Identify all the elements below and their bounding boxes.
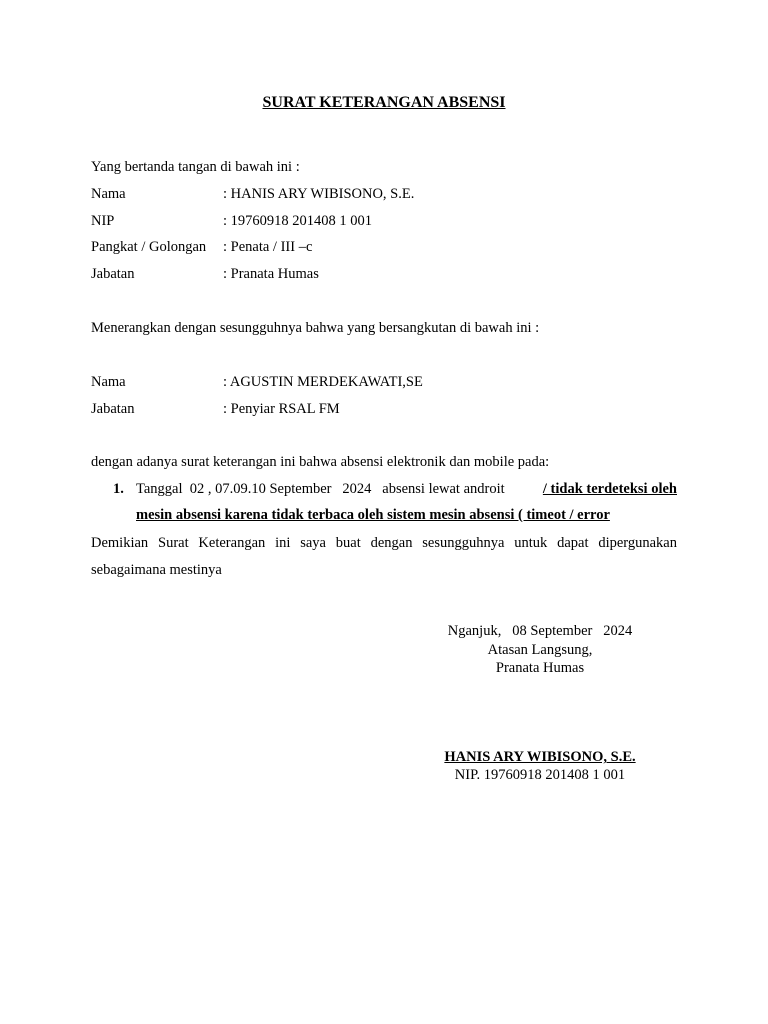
closing-line1: Demikian Surat Keterangan ini saya buat dengan sesungguhnya untuk dapat dipergunakan [91,535,677,551]
signature-place-date: Nganjuk, 08 September 2024 [447,623,633,639]
signer-nama-value: : HANIS ARY WIBISONO, S.E. [223,186,415,202]
subject-jabatan-value: : Penyiar RSAL FM [223,401,340,417]
subject-jabatan-label: Jabatan [91,401,135,417]
signer-jabatan-label: Jabatan [91,266,135,282]
list-item-line2: mesin absensi karena tidak terbaca oleh sistem mesin absensi ( timeot / error [136,507,610,523]
signer-nip-value: : 19760918 201408 1 001 [223,213,373,229]
document-title: SURAT KETERANGAN ABSENSI [262,94,506,111]
signer-jabatan-value: : Pranata Humas [223,266,319,282]
signer-pangkat-label: Pangkat / Golongan [91,239,207,255]
subject-nama-value: : AGUSTIN MERDEKAWATI,SE [223,374,423,390]
signature-role2: Pranata Humas [495,660,585,676]
signer-nama-label: Nama [91,186,126,202]
list-item-line1 [136,481,677,498]
reason-intro: dengan adanya surat keterangan ini bahwa absensi elektronik dan mobile pada: [91,454,550,470]
signature-nip: NIP. 19760918 201408 1 001 [454,767,626,783]
signature-name: HANIS ARY WIBISONO, S.E. [444,749,636,765]
list-item-number: 1. [113,481,124,497]
statement-text: Menerangkan dengan sesungguhnya bahwa yang bersangkutan di bawah ini : [91,320,540,336]
signer-pangkat-value: : Penata / III –c [223,239,313,255]
signature-role1: Atasan Langsung, [487,642,593,658]
signer-nip-label: NIP [91,213,115,229]
list-item-part1: Tanggal 02 , 07.09.10 September 2024 absensi lewat androit [136,481,505,497]
intro-text: Yang bertanda tangan di bawah ini : [91,159,300,175]
closing-line2: sebagaimana mestinya [91,562,222,578]
list-item-part2: / tidak terdeteksi oleh [542,481,677,497]
subject-nama-label: Nama [91,374,126,390]
